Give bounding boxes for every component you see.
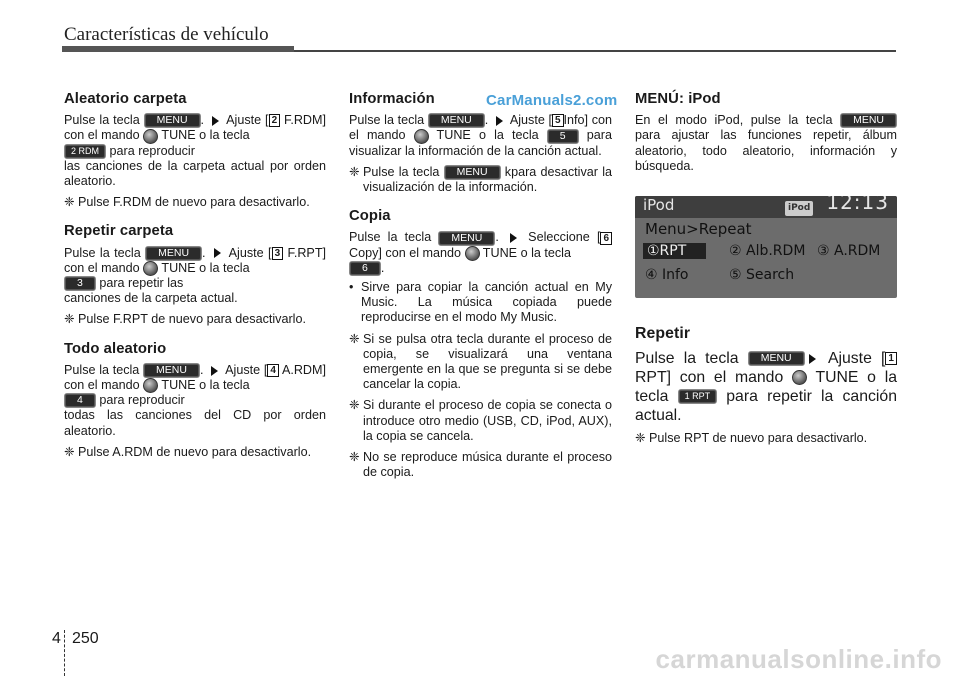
- tune-knob-icon: [143, 129, 158, 144]
- text: TUNE o la tecla: [635, 369, 898, 406]
- note-icon: ❈: [64, 312, 75, 327]
- text: Pulse la tecla: [349, 113, 428, 128]
- tune-knob-icon: [143, 261, 158, 276]
- column-3: [635, 92, 897, 460]
- note-icon: ❈: [349, 164, 360, 179]
- chapter-number: 4: [52, 630, 61, 647]
- note-text: Pulse A.RDM de nuevo para desactivarlo.: [78, 444, 312, 459]
- bullet-icon: •: [349, 280, 354, 295]
- text: kpara desactivar la visualización de la información.: [363, 164, 612, 195]
- section-body: [64, 113, 326, 189]
- text: canciones de la carpeta actual.: [64, 291, 238, 306]
- tune-knob-icon: [465, 246, 480, 261]
- note-icon: ❈: [64, 444, 75, 459]
- text: TUNE o la tecla: [158, 128, 250, 143]
- watermark-carmanuals: CarManuals2.com: [486, 92, 618, 109]
- page-number: 250: [72, 630, 99, 647]
- text: Ajuste [: [819, 350, 886, 368]
- arrow-right-icon: [211, 366, 218, 376]
- note: [64, 195, 326, 210]
- text: F.RPT] con el mando: [64, 245, 327, 275]
- arrow-right-icon: [212, 116, 219, 126]
- section-title: Copia: [349, 208, 391, 225]
- text: para repetir la canción actual.: [635, 388, 897, 425]
- tune-knob-icon: [414, 129, 429, 144]
- section-menu-ipod: [635, 92, 897, 174]
- menu-button-icon: MENU: [748, 351, 805, 366]
- screen-menu-path: Menu>Repeat: [645, 220, 752, 239]
- screen-title: iPod: [643, 196, 675, 215]
- section-repetir: [635, 324, 897, 446]
- number-5-icon: 5: [552, 114, 564, 127]
- text: .: [202, 245, 210, 260]
- section-body: [349, 230, 612, 276]
- screen-option-search: ⑤ Search: [729, 267, 795, 284]
- text: Ajuste [: [224, 245, 272, 260]
- watermark-carmanualsonline: carmanualsonline.info: [655, 644, 942, 674]
- text: .: [484, 113, 492, 128]
- section-title: Repetir: [635, 325, 691, 343]
- text: con el mando: [349, 113, 613, 143]
- text: Pulse la tecla: [64, 113, 140, 128]
- note-text: Pulse F.RPT de nuevo para desactivarlo.: [78, 312, 306, 327]
- text: Pulse la tecla: [363, 164, 444, 179]
- bullet-item: [349, 280, 612, 326]
- number-5-button-icon: 5: [547, 129, 579, 144]
- text: las canciones de la carpeta actual por orden aleatorio.: [64, 158, 326, 189]
- page-header-title: Características de vehículo: [64, 24, 269, 45]
- screen-option-albrdm: ② Alb.RDM: [729, 243, 806, 260]
- number-4-icon: 4: [267, 364, 279, 377]
- text: A.RDM] con el mando: [64, 362, 327, 393]
- text: para reproducir: [95, 393, 185, 408]
- number-1-icon: 1: [885, 352, 897, 365]
- section-title: MENÚ: iPod: [635, 91, 721, 107]
- text: Seleccione [: [521, 230, 601, 245]
- text: para ajustar las funciones repetir, álbum aleatorio, todo aleatorio, información y búsqueda.: [635, 128, 897, 173]
- text: Pulse la tecla: [349, 230, 439, 245]
- ipod-screen-image: [635, 196, 897, 298]
- bullet-text: Sirve para copiar la canción actual en My Music. La música copiada puede reproducirse en el modo My Music.: [361, 280, 612, 325]
- number-4-button-icon: 4: [64, 393, 96, 408]
- text: para repetir las: [95, 276, 184, 291]
- number-6-button-icon: 6: [349, 261, 381, 276]
- header-bar: [62, 46, 294, 52]
- section-copia: [349, 209, 612, 480]
- column-2: [349, 92, 612, 494]
- text: para visualizar la información de la canción actual.: [349, 128, 613, 158]
- note-icon: ❈: [635, 431, 646, 446]
- section-title: Todo aleatorio: [64, 340, 167, 357]
- text: Ajuste [: [506, 113, 552, 128]
- note-text: [363, 165, 612, 195]
- note-text: No se reproduce música durante el proceso de copia.: [363, 450, 612, 480]
- section-body: [635, 113, 897, 174]
- screen-clock: 12:13: [826, 196, 889, 215]
- text: Pulse la tecla: [64, 362, 140, 377]
- note: [349, 332, 612, 393]
- note-text: Pulse RPT de nuevo para desactivarlo.: [649, 431, 868, 446]
- note: [349, 398, 612, 444]
- note-text: Si se pulsa otra tecla durante el proceso de copia, se visualizará una ventana emergente en la que se pregunta si se debe cancelar la copia.: [363, 331, 612, 392]
- section-title: Aleatorio carpeta: [64, 91, 187, 107]
- text: F.RDM] con el mando: [64, 113, 327, 143]
- screen-topbar: [635, 196, 897, 218]
- column-1: [64, 92, 326, 474]
- note: [64, 445, 326, 460]
- text: Info]: [563, 113, 589, 128]
- section-title: Información: [349, 91, 435, 107]
- text: todas las canciones del CD por orden aleatorio.: [64, 408, 326, 438]
- tune-knob-icon: [143, 378, 158, 393]
- text: Pulse la tecla: [64, 245, 141, 260]
- text: para reproducir: [106, 143, 195, 158]
- screen-option-ardm: ③ A.RDM: [817, 243, 881, 260]
- tune-knob-icon: [792, 370, 807, 385]
- arrow-right-icon: [214, 248, 221, 258]
- text: TUNE o la tecla: [428, 128, 547, 143]
- note-icon: ❈: [349, 398, 360, 413]
- menu-button-icon: MENU: [444, 165, 501, 180]
- number-3-icon: 3: [272, 247, 284, 260]
- text: RPT] con el mando: [635, 369, 792, 387]
- text: Pulse la tecla: [635, 350, 748, 368]
- section-body: [64, 363, 326, 439]
- note-icon: ❈: [64, 195, 75, 210]
- number-3-button-icon: 3: [64, 276, 96, 291]
- header-rule: [294, 50, 896, 52]
- text: TUNE o la tecla: [158, 378, 250, 393]
- text: Copy] con el mando: [349, 245, 465, 260]
- note: [349, 450, 612, 480]
- section-informacion: [349, 92, 612, 195]
- menu-button-icon: MENU: [840, 113, 897, 128]
- note-text: Pulse F.RDM de nuevo para desactivarlo.: [78, 195, 310, 210]
- text: .: [199, 362, 208, 377]
- text: TUNE o la tecla: [479, 245, 571, 260]
- text: .: [200, 113, 208, 128]
- section-body: [349, 113, 612, 159]
- note: [64, 312, 326, 327]
- section-title: Repetir carpeta: [64, 223, 174, 240]
- screen-option-info: ④ Info: [645, 267, 689, 284]
- screen-option-rpt: [643, 244, 706, 259]
- note-icon: ❈: [349, 450, 360, 465]
- number-6-icon: 6: [600, 232, 612, 245]
- arrow-right-icon: [510, 233, 517, 243]
- note-text: Si durante el proceso de copia se conecta o introduce otro medio (USB, CD, iPod, AUX), la copia se cancela.: [363, 398, 612, 443]
- number-2-icon: 2: [269, 114, 281, 127]
- note-icon: ❈: [349, 331, 360, 346]
- page-divider: [64, 630, 65, 676]
- menu-button-icon: MENU: [145, 246, 202, 261]
- menu-button-icon: MENU: [144, 113, 201, 128]
- screen-badge: iPod: [785, 201, 813, 216]
- text: Ajuste [: [222, 113, 269, 128]
- text: En el modo iPod, pulse la tecla: [635, 113, 841, 128]
- section-todo-aleatorio: [64, 342, 326, 460]
- text: Ajuste [: [222, 362, 268, 377]
- text: .: [495, 230, 506, 245]
- arrow-right-icon: [809, 354, 816, 364]
- note: [635, 431, 897, 446]
- option-label: ①RPT: [643, 243, 706, 259]
- rpt-1-button-icon: 1 RPT: [678, 389, 718, 404]
- section-body: [64, 246, 326, 307]
- section-aleatorio-carpeta: [64, 92, 326, 210]
- text: .: [380, 260, 385, 275]
- note: [349, 165, 612, 195]
- menu-button-icon: MENU: [143, 363, 200, 378]
- menu-button-icon: MENU: [428, 113, 485, 128]
- text: TUNE o la tecla: [158, 260, 250, 275]
- rdm-2-button-icon: 2 RDM: [64, 144, 106, 159]
- section-body: [635, 349, 897, 425]
- section-repetir-carpeta: [64, 224, 326, 327]
- arrow-right-icon: [496, 116, 503, 126]
- menu-button-icon: MENU: [438, 231, 495, 246]
